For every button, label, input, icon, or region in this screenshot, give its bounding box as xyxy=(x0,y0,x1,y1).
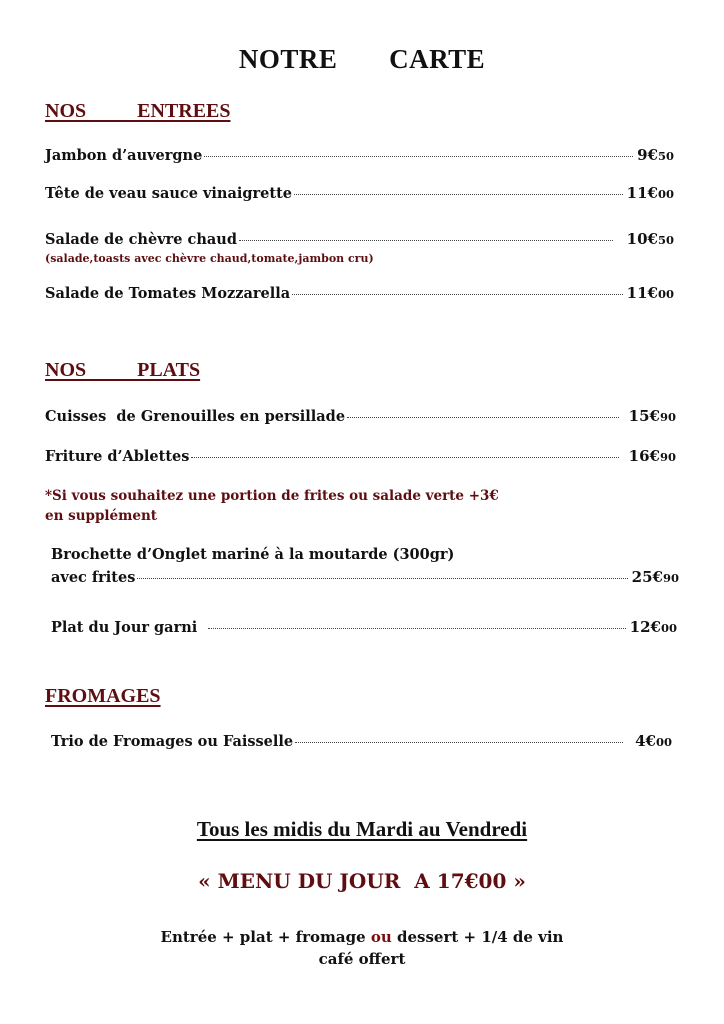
item-name: Friture d’Ablettes xyxy=(45,448,190,465)
section-heading-plats: NOS PLATS xyxy=(45,359,201,381)
item-price: 11€00 xyxy=(626,184,674,202)
menu-du-jour-price: « MENU DU JOUR A 17€00 » xyxy=(198,869,526,893)
item-name: Cuisses de Grenouilles en persillade xyxy=(45,408,346,425)
dot-leader xyxy=(347,417,619,418)
supplement-note xyxy=(45,486,499,526)
dot-leader xyxy=(239,240,613,241)
formule-days: Tous les midis du Mardi au Vendredi xyxy=(196,817,528,841)
dot-leader xyxy=(294,194,623,195)
item-price: 16€90 xyxy=(628,447,676,465)
dot-leader xyxy=(295,742,623,743)
page-title: NOTRE CARTE xyxy=(238,44,486,74)
dot-leader xyxy=(137,578,627,579)
menu-item xyxy=(51,568,679,586)
dot-leader xyxy=(191,457,618,458)
dot-leader xyxy=(204,156,633,157)
dot-leader xyxy=(292,294,623,295)
item-price: 15€90 xyxy=(628,407,676,425)
formule-line: Entrée + plat + fromage ou dessert + 1/4 de vin xyxy=(160,928,564,946)
menu-item xyxy=(45,284,674,302)
item-name: Jambon d’auvergne xyxy=(45,147,203,164)
menu-item xyxy=(45,184,674,202)
item-name: Salade de Tomates Mozzarella xyxy=(45,285,291,302)
formule-line: café offert xyxy=(318,950,406,968)
supplement-note-line: en supplément xyxy=(45,508,158,524)
section-heading-fromages: FROMAGES xyxy=(45,685,161,707)
item-price: 25€90 xyxy=(631,568,679,586)
menu-item xyxy=(51,618,677,636)
menu-item xyxy=(45,447,676,465)
item-price: 4€00 xyxy=(635,732,672,750)
item-name-line1: Brochette d’Onglet mariné à la moutarde (300gr) xyxy=(51,546,455,563)
supplement-note-line: *Si vous souhaitez une portion de frites ou salade verte +3€ xyxy=(45,488,499,504)
menu-item xyxy=(45,407,676,425)
item-name: Tête de veau sauce vinaigrette xyxy=(45,185,293,202)
item-name: Plat du Jour garni xyxy=(51,619,203,636)
formule-contents xyxy=(0,926,724,970)
item-description: (salade,toasts avec chèvre chaud,tomate,jambon cru) xyxy=(45,252,374,265)
item-name: Salade de chèvre chaud xyxy=(45,231,237,248)
section-heading-entrees: NOS ENTREES xyxy=(45,100,231,122)
item-price: 11€00 xyxy=(626,284,674,302)
menu-item xyxy=(51,732,672,750)
menu-item xyxy=(45,230,674,248)
item-name: Trio de Fromages ou Faisselle xyxy=(51,733,294,750)
item-price: 12€00 xyxy=(629,618,677,636)
item-price: 9€50 xyxy=(637,146,674,164)
dot-leader xyxy=(208,628,625,629)
menu-item xyxy=(45,146,674,164)
item-price: 10€50 xyxy=(626,230,674,248)
item-name: avec frites xyxy=(51,569,136,586)
